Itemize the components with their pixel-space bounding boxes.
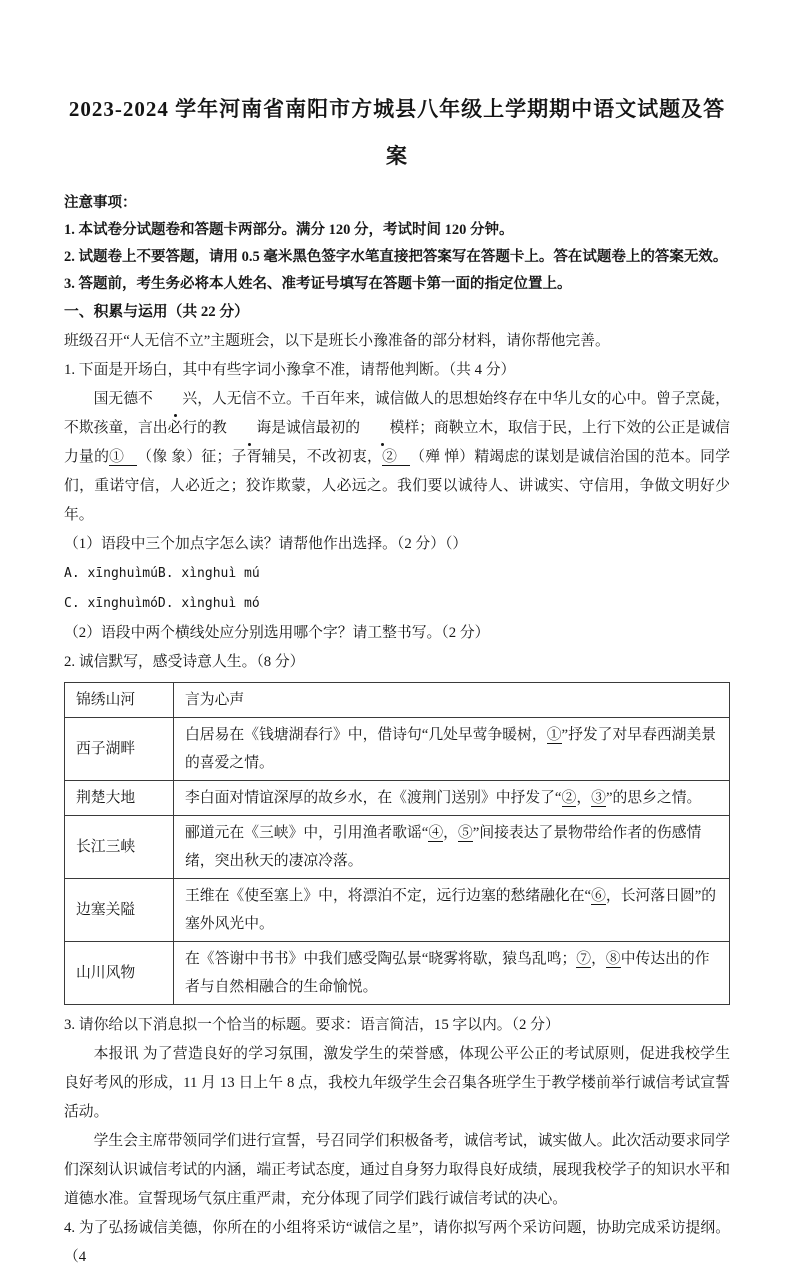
blank-underline: ③ — [591, 790, 606, 806]
row-label: 荆楚大地 — [65, 781, 174, 816]
text-segment: 是诚信最初的 — [271, 420, 360, 436]
row-label: 山川风物 — [65, 942, 174, 1005]
text-segment: ， — [443, 825, 458, 841]
table-row-scenery — [65, 942, 730, 1005]
section-one-heading: 一、积累与运用（共 22 分） — [64, 304, 249, 320]
text-segment: 样；商鞅立木，取信于民，上行下效的公正是诚信力量的 — [64, 420, 730, 465]
question-1-sub-1: （1）语段中三个加点字怎么读？请帮他作出选择。（2 分）（） — [64, 536, 468, 552]
question-2-stem: 2. 诚信默写，感受诗意人生。（8 分） — [64, 654, 305, 670]
table-header-landscape: 锦绣山河 — [65, 683, 174, 718]
text-segment: （殚 惮）精竭虑的谋划是诚信治国的范本。同学们，重诺守信，人必近之；狡诈欺蒙，人必远之。我们要以诚待人、讲诚实、守信用，争做文明好少年。 — [64, 449, 730, 523]
blank-underline: ② — [561, 790, 577, 806]
question-1-options-ab: A. xīnghuìmúB. xìnghuì mú — [64, 566, 260, 581]
blank-underline: ⑦ — [576, 951, 592, 967]
row-label: 长江三峡 — [65, 816, 174, 879]
question-1-passage — [64, 385, 730, 530]
notice-item-2: 2. 试题卷上不要答题，请用 0.5 毫米黑色签字水笔直接把答案写在答题卡上。答在试题卷上的答案无效。 — [64, 249, 728, 265]
text-segment: 王维在《使至塞上》中，将漂泊不定，远行边塞的愁绪融化在“ — [185, 888, 592, 904]
text-segment: 李白面对情谊深厚的故乡水，在《渡荆门送别》中抒发了“ — [185, 790, 562, 806]
text-segment: ，人无信不立。千百年来，诚信做人的思想始终存在中华儿女的心中。曾子烹彘，不欺孩童，言出必行的教 — [64, 391, 730, 436]
text-segment: 白居易在《钱塘湖春行》中，借诗句“几处早莺争暖树， — [185, 727, 547, 743]
notice-heading: 注意事项： — [64, 195, 137, 211]
text-segment: 在《答谢中书书》中我们感受陶弘景“晓雾将歇，猿鸟乱鸣； — [185, 951, 577, 967]
row-content — [174, 879, 730, 942]
section-one-intro: 班级召开“人无信不立”主题班会，以下是班长小豫准备的部分材料，请你帮他完善。 — [64, 333, 610, 349]
question-1-options-cd: C. xīnghuìmóD. xìnghuì mó — [64, 596, 260, 611]
document-title — [64, 86, 730, 180]
emphasized-char: 诲 — [227, 414, 271, 443]
question-3-stem: 3. 请你给以下消息拟一个恰当的标题。要求：语言简洁，15 字以内。（2 分） — [64, 1017, 560, 1033]
title-line-1: 2023-2024 学年河南省南阳市方城县八年级上学期期中语文试题及答 — [68, 97, 726, 121]
table-header-row — [65, 683, 730, 718]
emphasized-char: 模 — [360, 414, 404, 443]
table-row-jingchu — [65, 781, 730, 816]
blank-underline: ④ — [428, 825, 444, 841]
text-segment: 国无德不 — [93, 391, 153, 407]
dictation-table — [64, 682, 730, 1005]
notice-item-3: 3. 答题前，考生务必将本人姓名、准考证号填写在答题卡第一面的指定位置上。 — [64, 276, 572, 292]
text-segment: ， — [591, 951, 606, 967]
blank-underline: ⑤ — [457, 825, 473, 841]
text-segment: ”抒发了对早春西湖美景的喜爱之情。 — [185, 727, 717, 771]
table-row-frontier — [65, 879, 730, 942]
question-3-news-para-2: 学生会主席带领同学们进行宣誓，号召同学们积极备考，诚信考试，诚实做人。此次活动要求同学们深刻认识诚信考试的内涵，端正考试态度，通过自身努力取得良好成绩，展现我校学子的知识水平和道德水准。宣誓现场气氛庄重严肃，充分体现了同学们践行诚信考试的决心。 — [64, 1133, 730, 1207]
question-4-stem: 4. 为了弘扬诚信美德，你所在的小组将采访“诚信之星”，请你拟写两个采访问题，协助完成采访提纲。（4 — [64, 1220, 730, 1265]
row-content — [174, 816, 730, 879]
text-segment: （像 象）征；子胥辅吴，不改初衷， — [137, 449, 383, 465]
row-label: 边塞关隘 — [65, 879, 174, 942]
blank-underline: ① — [109, 449, 137, 466]
question-1-stem: 1. 下面是开场白，其中有些字词小豫拿不准，请帮他判断。（共 4 分） — [64, 362, 516, 378]
blank-underline: ② — [382, 449, 410, 466]
text-segment: ”的思乡之情。 — [605, 790, 702, 806]
text-segment: 中传达出的作者与自然相融合的生命愉悦。 — [185, 951, 710, 995]
blank-underline: ⑧ — [605, 951, 621, 967]
question-1-sub-2: （2）语段中两个横线处应分别选用哪个字？请工整书写。（2 分） — [64, 625, 490, 641]
question-3-news-para-1: 本报讯 为了营造良好的学习氛围，激发学生的荣誉感，体现公平公正的考试原则，促进我校学生良好考风的形成，11 月 13 日上午 8 点，我校九年级学生会召集各班学生于教学楼前举行诚信考试宣誓活动。 — [64, 1046, 730, 1120]
row-content — [174, 942, 730, 1005]
text-segment: ， — [576, 790, 592, 806]
table-row-three-gorges — [65, 816, 730, 879]
text-segment: ”间接表达了景物带给作者的伤感情绪，突出秋天的凄凉冷落。 — [185, 825, 702, 869]
row-label: 西子湖畔 — [65, 718, 174, 781]
notice-item-1: 1. 本试卷分试题卷和答题卡两部分。满分 120 分，考试时间 120 分钟。 — [64, 222, 514, 238]
title-line-2: 案 — [386, 144, 408, 168]
table-header-quotes: 言为心声 — [174, 683, 730, 718]
blank-underline: ⑥ — [591, 888, 606, 904]
text-segment: 郦道元在《三峡》中，引用渔者歌谣“ — [185, 825, 429, 841]
blank-underline: ① — [546, 727, 562, 743]
table-row-west-lake — [65, 718, 730, 781]
text-segment: ，长河落日圆”的塞外风光中。 — [185, 888, 717, 932]
row-content — [174, 781, 730, 816]
emphasized-char: 兴 — [153, 385, 197, 414]
row-content — [174, 718, 730, 781]
